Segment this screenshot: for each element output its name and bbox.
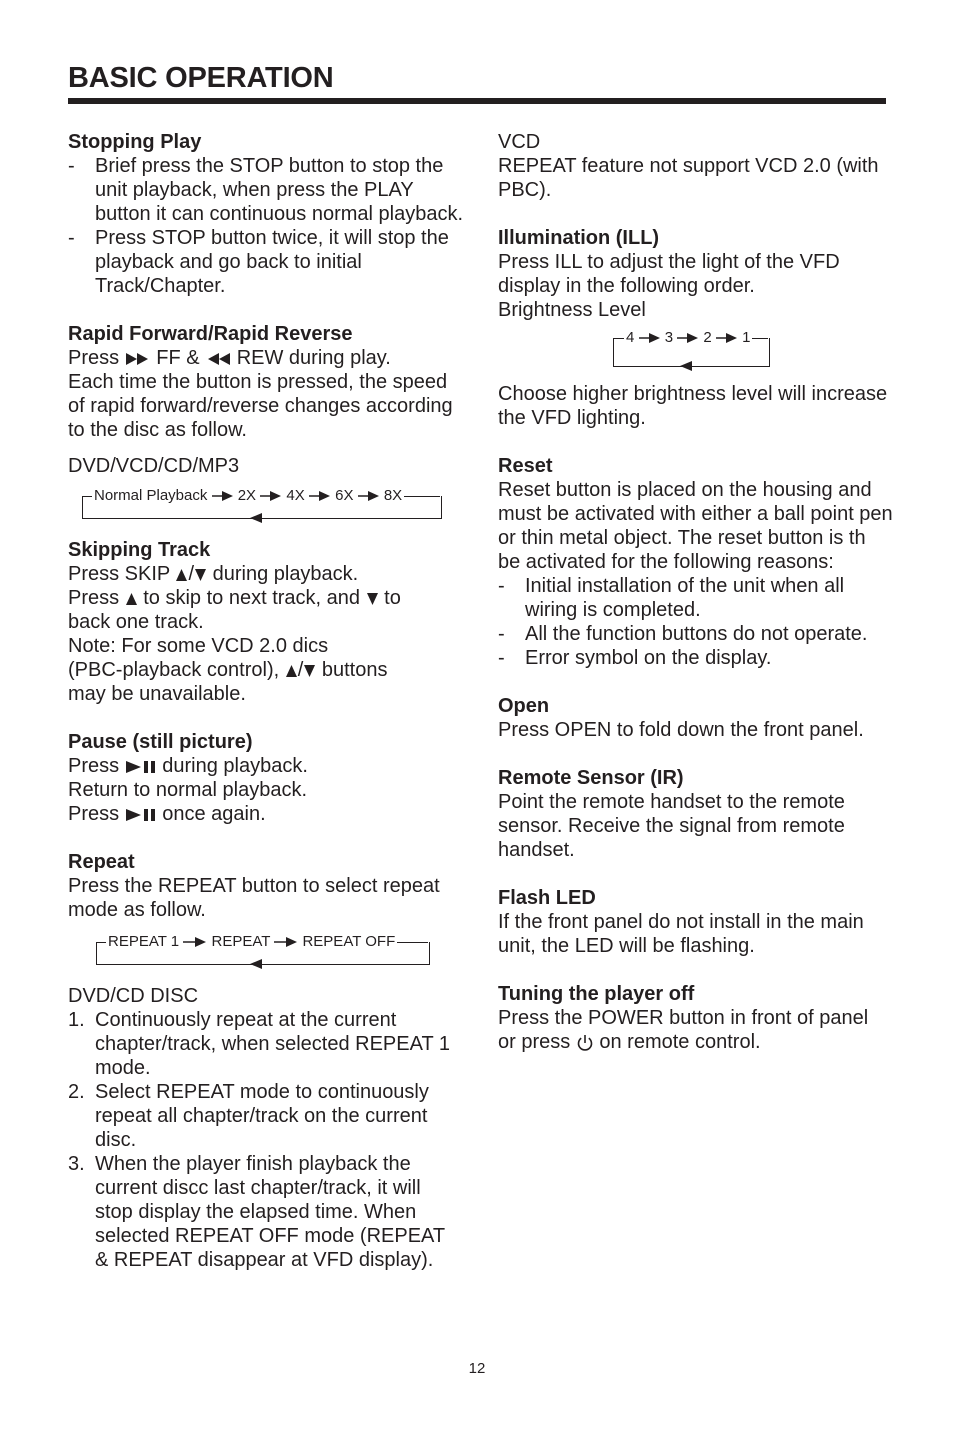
section-rapid: Rapid Forward/Rapid Reverse Press FF & REW during play. Each time the button is pressed, the speed of rapid forward/reverse changes according to the disc as follow. DVD/VCD/CD/MP3 Normal Playback 2X 4X 6X 8X [68,322,463,532]
page-title: BASIC OPERATION [68,62,334,94]
heading-rapid: Rapid Forward/Rapid Reverse [68,323,353,345]
down-triangle-icon [303,664,316,678]
heading-pause: Pause (still picture) [68,731,253,753]
heading-open: Open [498,695,550,717]
section-repeat: Repeat Press the REPEAT button to select repeat mode as follow. REPEAT 1 REPEAT REPEAT OFF DVD/CD DISC 1. Continuously repeat at the current chapter/track, when selected REPEAT 1 mode. 2. Select REPEAT mode to continuously repeat all chapter/track on the current disc. 3. When the player finish playback the current discc last chapter/track, it will stop display the elapsed time. When selected REPEAT OFF mode (REPEAT & REPEAT disappear at VFD display). [68,850,463,1272]
heading-skipping: Skipping Track [68,539,211,561]
arrow-left-icon [680,361,692,371]
play-pause-icon [125,808,157,822]
play-pause-icon [125,760,157,774]
rewind-icon [205,352,231,366]
up-triangle-icon [175,568,188,582]
brightness-diagram [498,328,893,376]
list-item: - Brief press the STOP button to stop the unit playback, when press the PLAY button it can continuous normal playback. [68,155,463,225]
arrow-right-icon [639,333,661,343]
arrow-left-icon [250,513,262,523]
list-item: 1. Continuously repeat at the current chapter/track, when selected REPEAT 1 mode. [68,1009,450,1079]
right-column [498,130,893,1078]
list-item: - Press STOP button twice, it will stop the playback and go back to initial Track/Chapter. [68,227,449,297]
section-stopping-play [68,130,463,298]
arrow-right-icon [358,491,380,501]
arrow-right-icon [183,937,207,947]
arrow-left-icon [250,959,262,969]
arrow-right-icon [309,491,331,501]
section-illumination: Illumination (ILL) Press ILL to adjust the light of the VFD display in the following order. Brightness Level 4 3 2 1 Choose higher brightness level will increase the VFD lighting. [498,226,893,430]
heading-illumination: Illumination (ILL) [498,227,660,249]
section-skipping: Skipping Track Press SKIP / during playback. Press to skip to next track, and to back one track. Note: For some VCD 2.0 dics (PBC-playback control), / buttons may be unavailable. [68,538,463,706]
speed-diagram [68,486,463,532]
list-item: - All the function buttons do not operate. [498,623,868,645]
section-vcd: VCD REPEAT feature not support VCD 2.0 (with PBC). [498,131,879,201]
up-triangle-icon [125,592,138,606]
arrow-right-icon [274,937,298,947]
fast-forward-icon [125,352,151,366]
section-remote-sensor: Remote Sensor (IR) Point the remote handset to the remote sensor. Receive the signal from remote handset. [498,766,893,862]
up-triangle-icon [285,664,298,678]
repeat-diagram [68,932,463,978]
heading-flash-led: Flash LED [498,887,596,909]
down-triangle-icon [194,568,207,582]
section-flash-led: Flash LED If the front panel do not install in the main unit, the LED will be flashing. [498,886,893,958]
arrow-right-icon [716,333,738,343]
section-open: Open Press OPEN to fold down the front panel. [498,694,893,742]
heading-reset: Reset [498,455,553,477]
heading-stopping-play: Stopping Play [68,131,202,153]
down-triangle-icon [366,592,379,606]
heading-repeat: Repeat [68,851,135,873]
brightness-labels: 4 3 2 1 [626,329,751,346]
list-item: 2. Select REPEAT mode to continuously repeat all chapter/track on the current disc. [68,1081,429,1151]
speed-labels: Normal Playback 2X 4X 6X 8X [94,487,403,504]
repeat-labels: REPEAT 1 REPEAT REPEAT OFF [108,933,396,950]
section-pause: Pause (still picture) Press during playback. Return to normal playback. Press once again. [68,730,463,826]
list-item: - Initial installation of the unit when all wiring is completed. [498,575,845,621]
arrow-right-icon [212,491,234,501]
list-item: - Error symbol on the display. [498,647,772,669]
title-rule [68,98,886,104]
arrow-right-icon [260,491,282,501]
power-icon [576,1034,594,1052]
section-tuning-off: Tuning the player off Press the POWER button in front of panel or press on remote control. [498,982,893,1054]
heading-remote-sensor: Remote Sensor (IR) [498,767,684,789]
left-column [68,130,463,1272]
arrow-right-icon [677,333,699,343]
section-reset: Reset Reset button is placed on the housing and must be activated with either a ball point pen or thin metal object. The reset button is th be activated for the following reasons: - Initial installation of the unit when all wiring is completed. - All the function buttons do not operate. - Error symbol on the display. [498,455,893,669]
list-item: 3. When the player finish playback the current discc last chapter/track, it will stop display the elapsed time. When selected REPEAT OFF mode (REPEAT & REPEAT disappear at VFD display). [68,1153,445,1271]
page-number: 12 [468,1360,486,1377]
heading-tuning-off: Tuning the player off [498,983,695,1005]
